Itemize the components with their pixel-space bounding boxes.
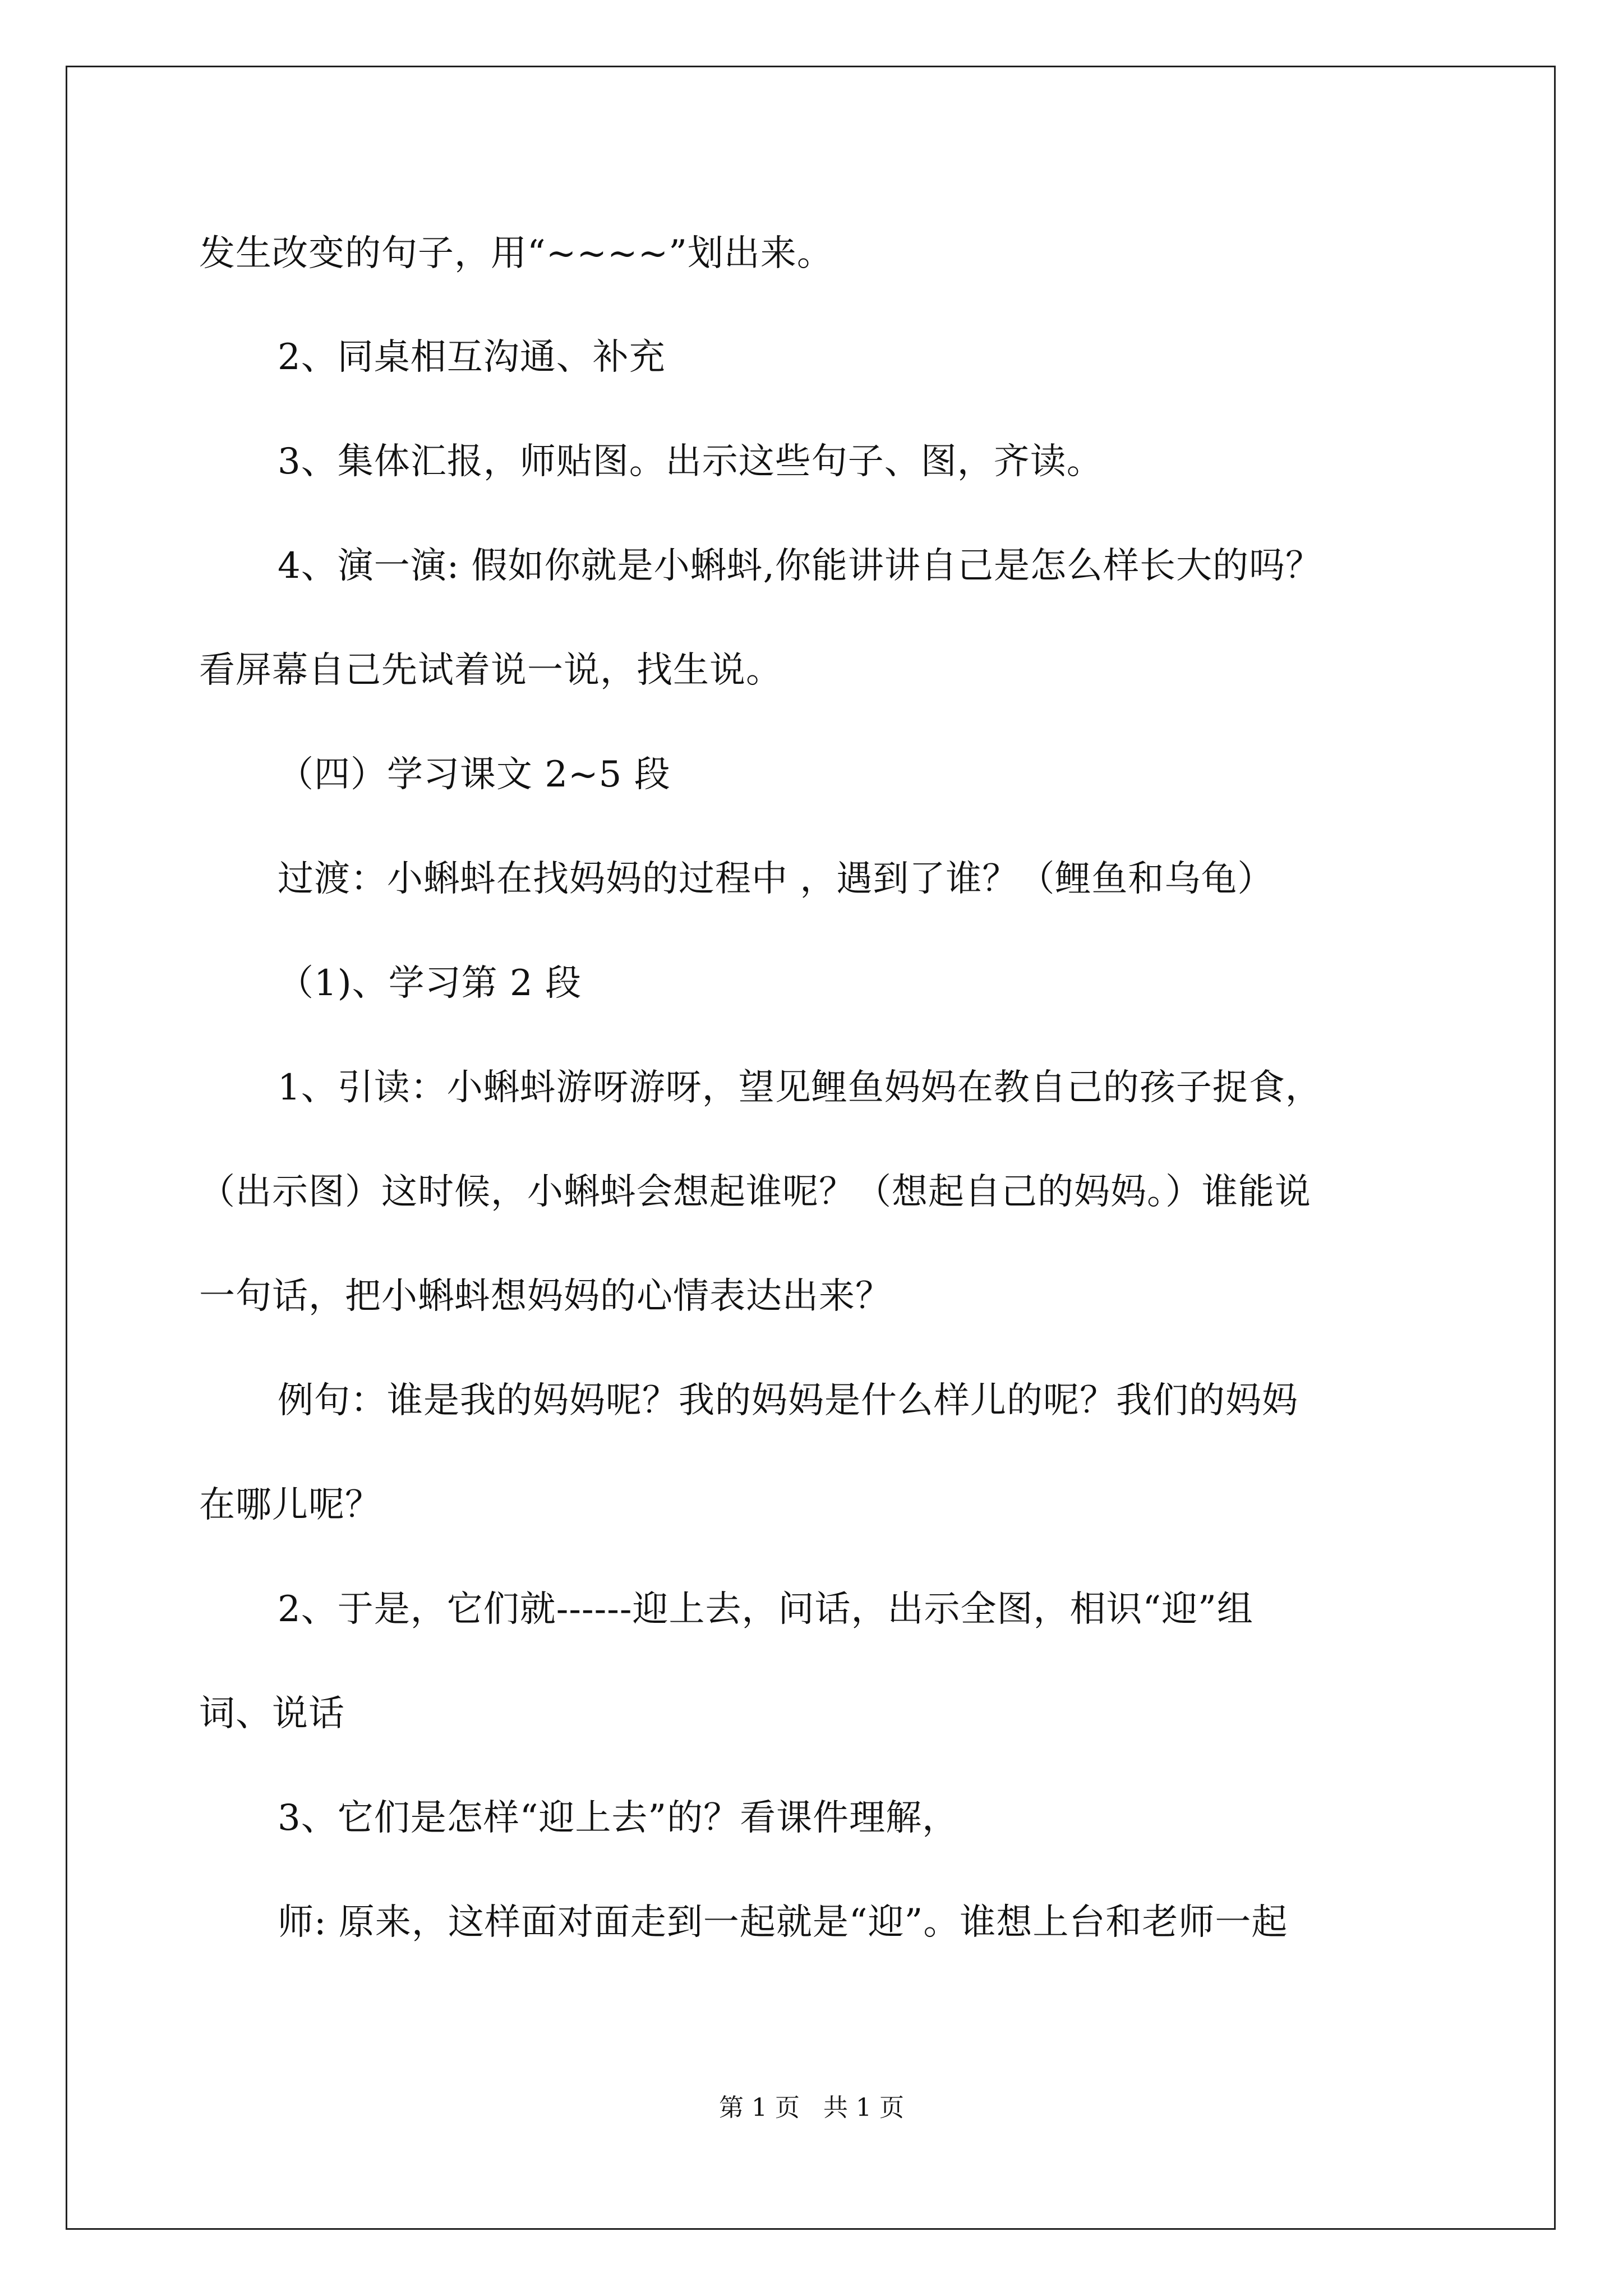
section-heading: （四）学习课文 2~5 段 [278, 754, 671, 795]
text-line-10: （出示图）这时候，小蝌蚪会想起谁呢？（想起自己的妈妈。）谁能说 [199, 1171, 1311, 1213]
text-line-15: 词、说话 [199, 1693, 345, 1734]
text-line-13: 在哪儿呢？ [199, 1484, 381, 1526]
text-line-17: 师: 原来，这样面对面走到一起就是“迎”。谁想上台和老师一起 [278, 1902, 1288, 1943]
text-line-11: 一句话，把小蝌蚪想妈妈的心情表达出来？ [199, 1276, 892, 1317]
subsection-heading: （1)、学习第 2 段 [278, 963, 582, 1004]
text-line-1: 发生改变的句子，用“~~~~”划出来。 [199, 233, 833, 274]
text-line-3: 3、集体汇报，师贴图。出示这些句子、图，齐读。 [278, 441, 1103, 482]
text-line-16: 3、它们是怎样“迎上去”的？看课件理解， [278, 1797, 959, 1839]
text-line-2: 2、同桌相互沟通、补充 [278, 337, 666, 378]
text-line-7: 过渡：小蝌蚪在找妈妈的过程中 ，遇到了谁？（鲤鱼和乌龟） [278, 858, 1274, 900]
text-line-12: 例句：谁是我的妈妈呢？我的妈妈是什么样儿的呢？我们的妈妈 [278, 1380, 1298, 1421]
text-line-4: 4、演一演: 假如你就是小蝌蚪,你能讲讲自己是怎么样长大的吗？ [278, 545, 1322, 587]
page-footer: 第 1 页 共 1 页 [719, 2093, 904, 2122]
text-line-14: 2、于是，它们就------迎上去，问话，出示全图，相识“迎”组 [278, 1589, 1253, 1630]
text-line-5: 看屏幕自己先试着说一说，找生说。 [199, 650, 782, 691]
text-line-9: 1、引读：小蝌蚪游呀游呀，望见鲤鱼妈妈在教自己的孩子捉食， [278, 1067, 1322, 1108]
